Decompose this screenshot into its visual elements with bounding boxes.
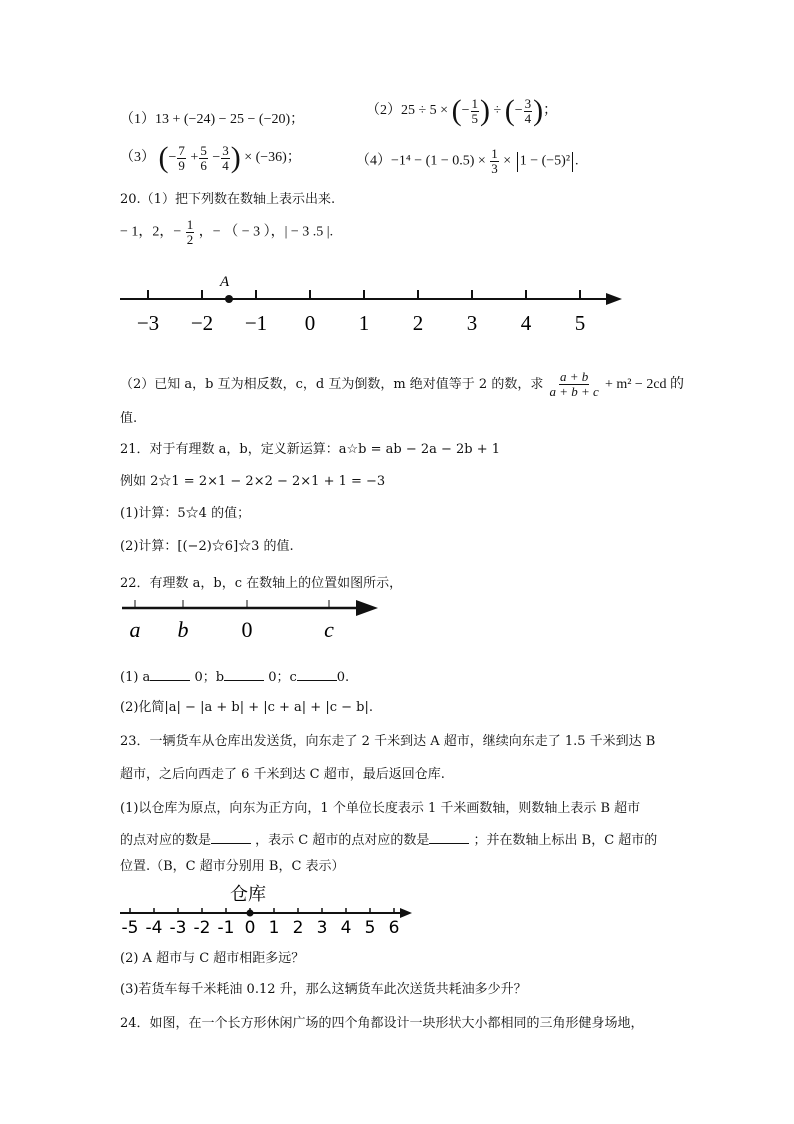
q23-line3: (1)以仓库为原点，向东为正方向，1 个单位长度表示 1 千米画数轴，则数轴上表示 B 超市 xyxy=(120,801,641,816)
axis-tick-label: −1 xyxy=(244,311,268,335)
axis-tick-label: -1 xyxy=(217,918,235,938)
answer-blank[interactable] xyxy=(211,831,251,844)
fraction: $\frac{3}{4}$ xyxy=(222,142,229,173)
q21-part1: (1)计算：5☆4 的值； xyxy=(120,506,251,521)
q22-title: 22．有理数 a，b，c 在数轴上的位置如图所示， xyxy=(120,576,403,591)
axis-point-label: 0 xyxy=(241,617,253,642)
axis-point-label: b xyxy=(177,617,189,642)
q23-line5: 位置.（B，C 超市分别用 B，C 表示） xyxy=(120,859,345,874)
point-a-label: A xyxy=(220,274,230,290)
q23-part3: (3)若货车每千米耗油 0.12 升，那么这辆货车此次送货共耗油多少升？ xyxy=(120,982,527,997)
answer-blank[interactable] xyxy=(224,668,264,681)
q23-line2: 超市，之后向西走了 6 千米到达 C 超市，最后返回仓库. xyxy=(120,767,445,782)
q21-title: 21．对于有理数 a，b，定义新运算：a☆b = ab − 2a − 2b + 1 xyxy=(120,442,501,457)
answer-blank[interactable] xyxy=(150,668,190,681)
axis-tick-label: 3 xyxy=(316,918,328,938)
q19-part4: （4）−1⁴ − (1 − 0.5) × $\frac{1}{3}$ × 1 − (−5)² . xyxy=(356,146,579,176)
q20-title: 20.（1）把下列数在数轴上表示出来. xyxy=(120,192,336,207)
axis-tick-label: −2 xyxy=(190,311,214,335)
axis-tick-label: 5 xyxy=(574,311,586,335)
q24-line1: 24．如图，在一个长方形休闲广场的四个角都设计一块形状大小都相同的三角形健身场地， xyxy=(120,1016,644,1031)
fraction: $\frac{7}{9}$ xyxy=(178,142,185,173)
axis-tick-label: 6 xyxy=(388,918,400,938)
axis-tick-label: 2 xyxy=(412,311,424,335)
q22-part2: (2)化简|a| − |a + b| + |c + a| + |c − b|. xyxy=(120,700,373,715)
q23-number-line xyxy=(0,880,794,940)
q20-number-line xyxy=(0,270,794,360)
q20-part2: （2）已知 a，b 互为相反数，c，d 互为倒数，m 绝对值等于 2 的数，求 $\frac{a + b}{a + b + c}$ + m² − 2cd 的 xyxy=(120,369,685,399)
answer-blank[interactable] xyxy=(429,831,469,844)
q23-line4: 的点对应的数是 ，表示 C 超市的点对应的数是 ；并在数轴上标出 B，C 超市的 xyxy=(120,833,658,848)
q23-line1: 23．一辆货车从仓库出发送货，向东走了 2 千米到达 A 超市，继续向东走了 1.5 千米到达 B xyxy=(120,734,656,749)
q22-part1: (1) a 0；b 0；c 0. xyxy=(120,670,350,685)
q21-part2: (2)计算：[(−2)☆6]☆3 的值. xyxy=(120,539,294,554)
axis-tick-label: -3 xyxy=(169,918,187,938)
fraction: $\frac{3}{4}$ xyxy=(524,95,532,126)
q19-part1: （1）13 + (−24) − 25 − (−20)； xyxy=(120,112,305,127)
axis-point-label: c xyxy=(324,617,334,642)
fraction: $\frac{a + b}{a + b + c}$ xyxy=(549,369,599,399)
fraction: $\frac{5}{6}$ xyxy=(200,142,207,173)
fraction: $\frac{1}{2}$ xyxy=(186,217,194,247)
axis-tick-label: -2 xyxy=(193,918,211,938)
q22-number-line xyxy=(0,595,794,645)
axis-tick-label: −3 xyxy=(136,311,160,335)
q23-part2: (2) A 超市与 C 超市相距多远？ xyxy=(120,951,305,966)
q20-number-list: − 1，2，− $\frac{1}{2}$ ，− （ − 3 ），| − 3 .5 |. xyxy=(120,217,334,247)
axis-tick-label: 3 xyxy=(466,311,478,335)
axis-tick-label: -5 xyxy=(121,918,139,938)
axis-tick-label: 5 xyxy=(364,918,376,938)
origin-label: 仓库 xyxy=(230,884,266,905)
axis-tick-label: 0 xyxy=(244,918,256,938)
fraction: $\frac{1}{3}$ xyxy=(491,146,498,176)
axis-tick-label: 1 xyxy=(358,311,370,335)
q20-part2-cont: 值. xyxy=(120,411,138,426)
fraction: $\frac{1}{5}$ xyxy=(471,95,478,126)
axis-point-label: a xyxy=(129,617,141,642)
q19-part3: （3） (− $\frac{7}{9}$ + $\frac{5}{6}$ − $\frac{3}{4}$ ) × (−36)； xyxy=(120,141,301,174)
axis-tick-label: 1 xyxy=(268,918,280,938)
point-a-marker xyxy=(225,295,233,303)
axis-tick-label: 4 xyxy=(520,311,532,335)
axis-tick-label: -4 xyxy=(145,918,163,938)
axis-tick-label: 2 xyxy=(292,918,304,938)
q21-example: 例如 2☆1 = 2×1 − 2×2 − 2×1 + 1 = −3 xyxy=(120,474,386,489)
q19-part2: （2）25 ÷ 5 × (− $\frac{1}{5}$ ) ÷ (− $\frac{3}{4}$ )； xyxy=(366,94,558,127)
answer-blank[interactable] xyxy=(297,668,337,681)
axis-tick-label: 0 xyxy=(304,311,316,335)
axis-tick-label: 4 xyxy=(340,918,352,938)
